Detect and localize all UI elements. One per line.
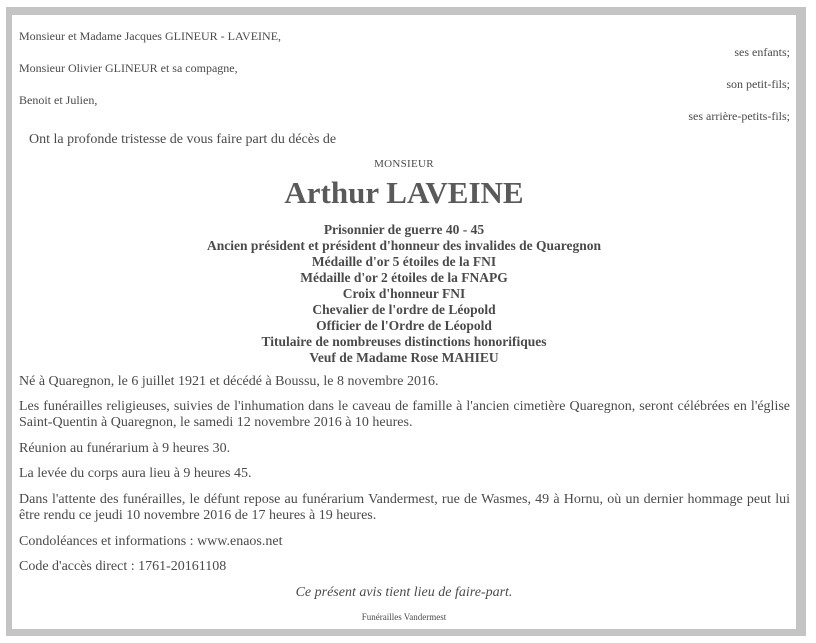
funeral-home: Funérailles Vandermest [361,612,447,622]
funeral-paragraph: Les funérailles religieuses, suivies de l'inhumation dans le caveau de famille à l'ancien cimetière Quaregnon, seront célébrées en l'église Saint-Quentin à Quaregnon, le samedi 12 novembre 2016 à 10 heures. [19,399,790,430]
title-item: Titulaire de nombreuses distinctions honorifiques [261,334,547,349]
procession-paragraph: La levée du corps aura lieu à 9 heures 45. [19,466,252,481]
deceased-name: Arthur LAVEINE [284,175,524,210]
title-item: Officier de l'Ordre de Léopold [316,318,492,333]
title-item: Médaille d'or 5 étoiles de la FNI [311,254,497,269]
access-code-paragraph: Code d'accès direct : 1761-20161108 [19,559,227,574]
honorific: MONSIEUR [374,158,434,170]
title-item: Veuf de Madame Rose MAHIEU [309,350,499,365]
family-relation-2: son petit-fils; [726,77,790,91]
viewing-paragraph: Dans l'attente des funérailles, le défunt repose au funérarium Vandermest, rue de Wasmes, 49 à Hornu, où un dernier hommage peut lui être rendu ce jeudi 10 novembre 2016 de 17 heures à 19 heures. [19,492,790,523]
title-item: Croix d'honneur FNI [342,286,466,301]
condolences-paragraph: Condoléances et informations : www.enaos.net [19,534,283,549]
title-item: Chevalier de l'ordre de Léopold [312,302,496,317]
family-name-1: Monsieur et Madame Jacques GLINEUR - LAVEINE, [19,29,282,43]
notice-text: Ce présent avis tient lieu de faire-part. [295,585,513,600]
title-item: Prisonnier de guerre 40 - 45 [323,222,485,237]
meeting-paragraph: Réunion au funérarium à 9 heures 30. [19,441,231,456]
family-name-3: Benoit et Julien, [19,93,98,107]
title-item: Médaille d'or 2 étoiles de la FNAPG [300,270,508,285]
obituary-notice [12,15,796,629]
titles-list [12,222,796,366]
family-relation-1: ses enfants; [734,45,790,59]
title-item: Ancien président et président d'honneur des invalides de Quaregnon [206,238,602,253]
family-relation-3: ses arrière-petits-fils; [688,109,790,123]
family-name-2: Monsieur Olivier GLINEUR et sa compagne, [19,61,238,75]
intro-text: Ont la profonde tristesse de vous faire part du décès de [29,132,337,147]
birth-death-paragraph: Né à Quaregnon, le 6 juillet 1921 et décédé à Boussu, le 8 novembre 2016. [19,374,439,389]
